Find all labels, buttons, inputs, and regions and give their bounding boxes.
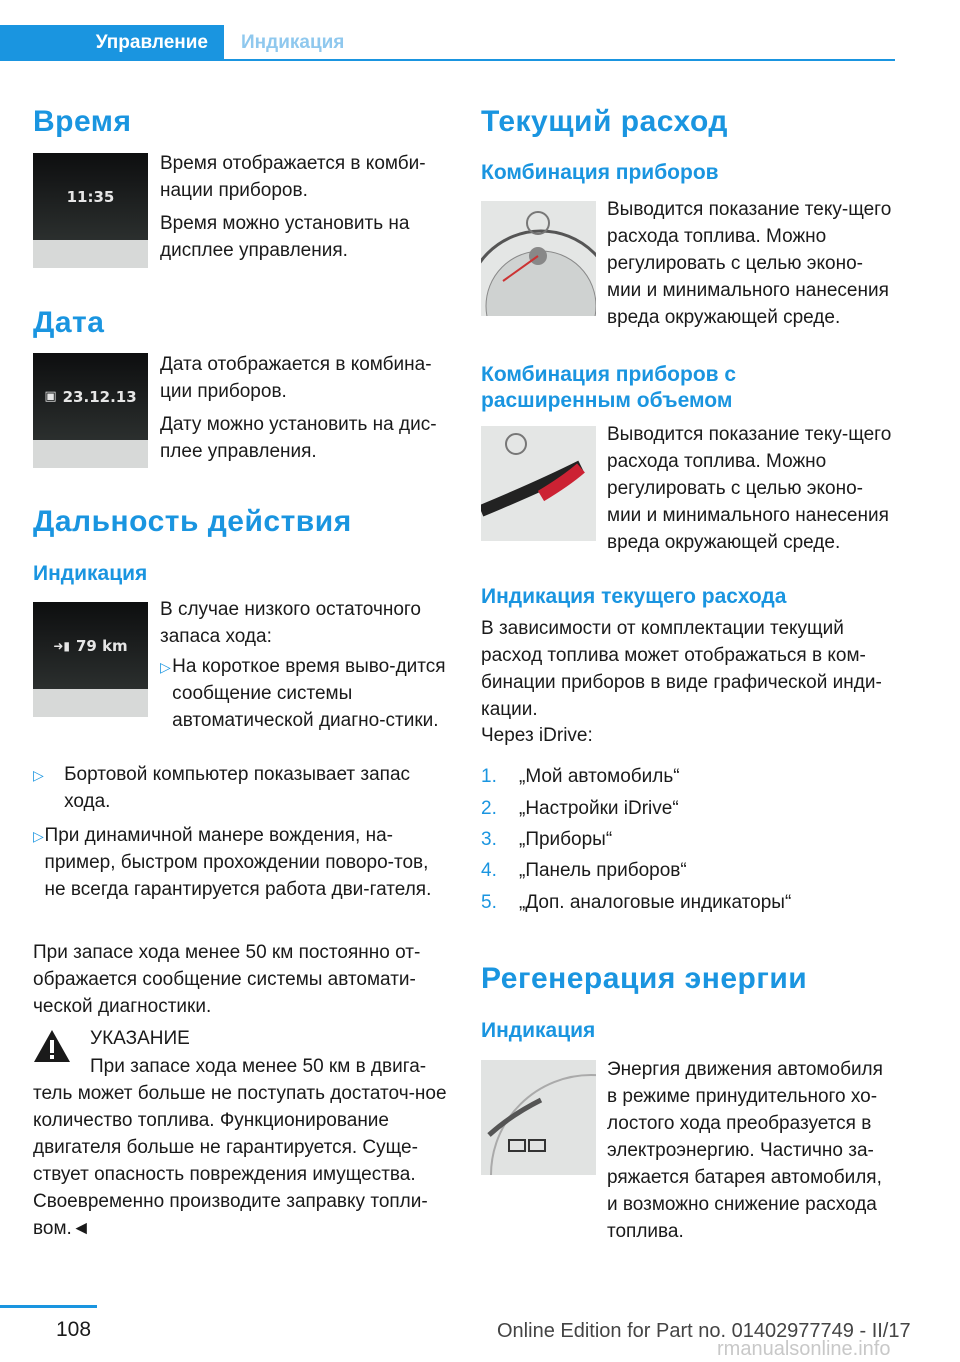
- range-screen: [33, 602, 148, 689]
- triangle-bullet-icon: ▷: [33, 767, 44, 783]
- header-rule: [224, 59, 895, 61]
- date-display-image: [33, 353, 148, 468]
- list-item: [481, 826, 612, 853]
- range-intro: В случае низкого остаточного запаса хода:: [160, 599, 421, 647]
- list-item: [481, 857, 687, 884]
- heading-regeneration: Регенерация энергии: [481, 962, 808, 995]
- consumption-text-3: В зависимости от комплектации текущий расход топлива может отображаться в ком-бинации приборов в виде графической инди-кации.: [481, 618, 882, 720]
- subheading-range-display: Индикация: [33, 562, 148, 585]
- subheading-extended-cluster: Комбинация приборов с расширенным объемом: [481, 363, 737, 412]
- step-text: „Приборы“: [519, 829, 613, 850]
- step-text: „Мой автомобиль“: [519, 766, 680, 787]
- range-display-image: [33, 602, 148, 717]
- tab-controls[interactable]: Управление: [0, 25, 224, 61]
- triangle-bullet-icon: ▷: [160, 659, 171, 675]
- step-number: 4.: [481, 860, 497, 881]
- heading-time: Время: [33, 105, 132, 138]
- gauge-image-1: [481, 201, 596, 316]
- subheading-regen-display: Индикация: [481, 1019, 596, 1042]
- heading-date: Дата: [33, 306, 105, 339]
- step-text: „Панель приборов“: [519, 860, 687, 881]
- date-value: 23.12.13: [62, 387, 137, 406]
- battery-gauge-icon: [481, 1060, 596, 1175]
- fuel-pump-icon: ➜▮: [53, 638, 70, 653]
- step-number: 5.: [481, 892, 497, 913]
- step-number: 2.: [481, 798, 497, 819]
- idrive-label: Через iDrive:: [481, 725, 593, 746]
- range-paragraph: При запасе хода менее 50 км постоянно от-ображается сообщение системы автомати-ческой диагностики.: [33, 942, 421, 1017]
- step-text: „Настройки iDrive“: [519, 798, 679, 819]
- date-text: [160, 351, 450, 471]
- date-para-2: Дату можно установить на дис-плее управления.: [160, 414, 437, 462]
- watermark: rmanualsonline.info: [717, 1338, 891, 1360]
- bullet-text: При динамичной манере вождения, на-пример, быстром прохождении поворо-тов, не всегда гарантируется работа дви-гателя.: [44, 825, 432, 900]
- page-header: [0, 0, 960, 64]
- subheading-instrument-cluster: Комбинация приборов: [481, 161, 719, 184]
- list-item: [481, 889, 791, 916]
- step-number: 1.: [481, 766, 497, 787]
- regen-text: Энергия движения автомобиля в режиме принудительного хо-лостого хода преобразуется в электроэнергию. Частично за-ряжается батарея автомобиля, и возможно снижение расхода топлива.: [607, 1059, 883, 1242]
- time-screen: [33, 153, 148, 240]
- list-item: [33, 822, 450, 903]
- time-display-image: [33, 153, 148, 268]
- list-item: [481, 763, 680, 790]
- step-number: 3.: [481, 829, 497, 850]
- note-text: При запасе хода менее 50 км в двига-тель может больше не поступать достаточ-ное количество топлива. Функционирование двигателя больше не гарантируется. Суще-ствует опасность повреждения имущества. Своевременно производите заправку топли-вом.◄: [33, 1056, 447, 1239]
- consumption-text-2: Выводится показание теку-щего расхода топлива. Можно регулировать с целью эконо-мии и минимального нанесения вреда окружающей среде.: [607, 424, 892, 553]
- gauge-image-2: [481, 426, 596, 541]
- regen-gauge-image: [481, 1060, 596, 1175]
- bullet-text: На короткое время выво-дится сообщение системы автоматической диагно-стики.: [172, 656, 446, 731]
- time-para-2: Время можно установить на дисплее управления.: [160, 213, 410, 261]
- tab-displays[interactable]: Индикация: [241, 32, 345, 53]
- extended-gauge-icon: [481, 426, 596, 541]
- note-title: УКАЗАНИЕ: [90, 1028, 190, 1049]
- list-item: [33, 761, 450, 815]
- consumption-gauge-icon: [481, 201, 596, 316]
- triangle-bullet-icon: ▷: [33, 828, 44, 844]
- page-number: 108: [56, 1318, 92, 1341]
- step-text: „Доп. аналоговые индикаторы“: [519, 892, 792, 913]
- subheading-consumption-display: Индикация текущего расхода: [481, 585, 787, 608]
- heading-range: Дальность действия: [33, 505, 352, 538]
- calendar-icon: ▣: [44, 389, 57, 405]
- consumption-text-1: Выводится показание теку-щего расхода топлива. Можно регулировать с целью эконо-мии и минимального нанесения вреда окружающей среде.: [607, 199, 892, 328]
- edition-line: Online Edition for Part no. 01402977749 - II/17: [497, 1320, 911, 1342]
- footer-rule: [0, 1305, 97, 1308]
- time-value: 11:35: [66, 187, 115, 206]
- time-para-1: Время отображается в комби-нации приборов.: [160, 153, 426, 201]
- bullet-text: Бортовой компьютер показывает запас хода.: [64, 764, 411, 812]
- range-value: 79 km: [75, 636, 128, 655]
- date-para-1: Дата отображается в комбина-ции приборов.: [160, 354, 432, 402]
- time-text: [160, 150, 450, 270]
- heading-consumption: Текущий расход: [481, 105, 728, 138]
- list-item: [160, 653, 450, 734]
- date-screen: [33, 353, 148, 440]
- list-item: [481, 795, 679, 822]
